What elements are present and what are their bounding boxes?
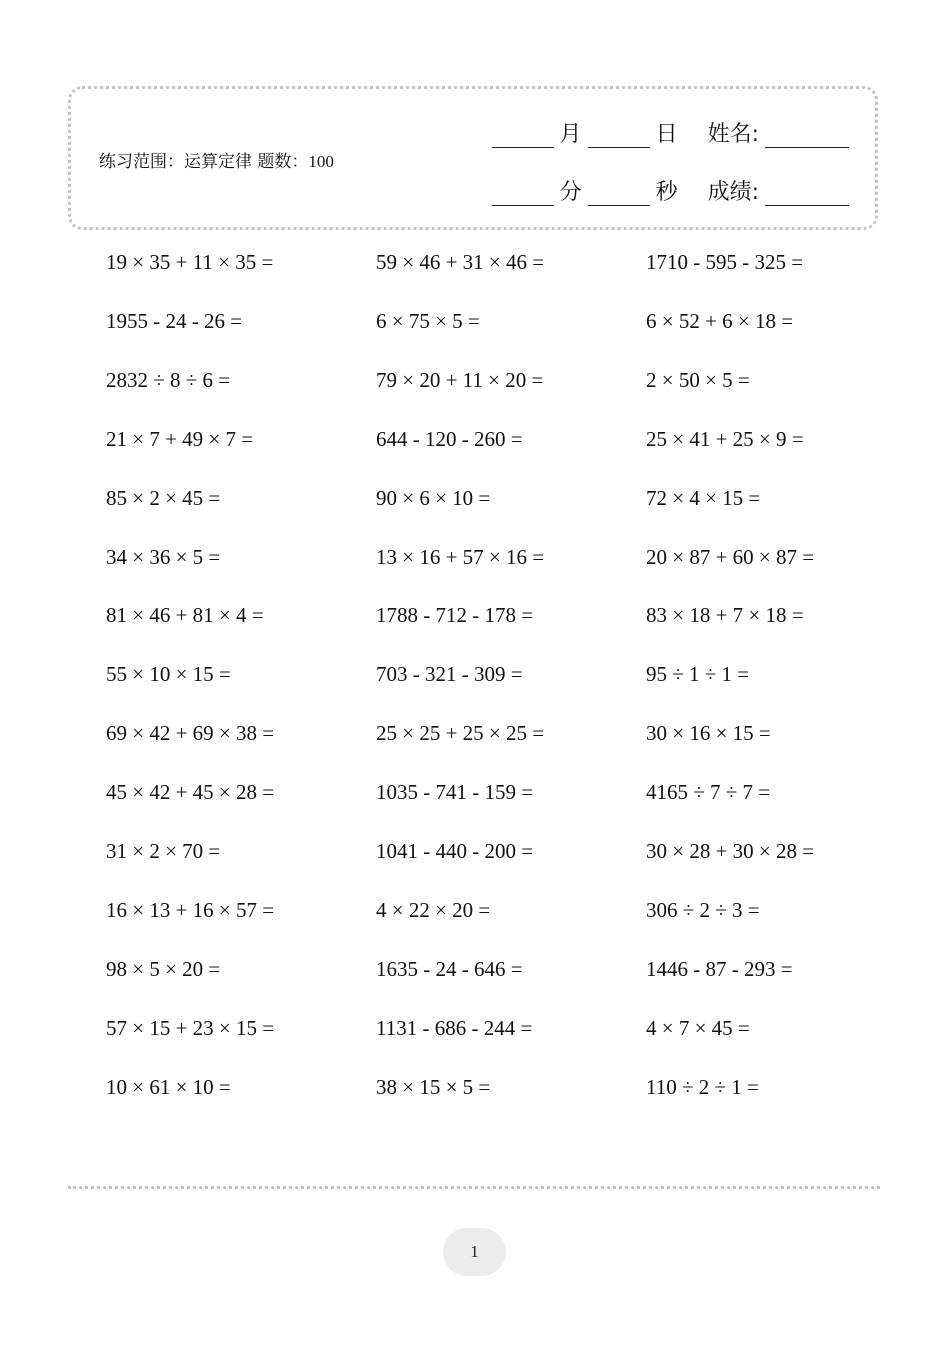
problem-item: 16 × 13 + 16 × 57 = [106, 897, 275, 922]
day-blank[interactable] [588, 123, 650, 148]
problem-item: 69 × 42 + 69 × 38 = [106, 721, 275, 746]
problem-item: 6 × 52 + 6 × 18 = [646, 308, 794, 333]
problem-item: 21 × 7 + 49 × 7 = [106, 426, 254, 451]
problem-item: 2 × 50 × 5 = [646, 367, 750, 392]
minute-label: 分 [559, 180, 582, 205]
problem-item: 98 × 5 × 20 = [106, 956, 221, 981]
date-name-row [486, 117, 849, 148]
problem-item: 34 × 36 × 5 = [106, 544, 221, 569]
problem-item: 19 × 35 + 11 × 35 = [106, 250, 274, 274]
problem-item: 55 × 10 × 15 = [106, 662, 231, 687]
problem-item: 81 × 46 + 81 × 4 = [106, 603, 264, 628]
problem-item: 30 × 28 + 30 × 28 = [646, 839, 815, 863]
problem-item: 59 × 46 + 31 × 46 = [376, 250, 545, 274]
problem-item: 90 × 6 × 10 = [376, 485, 491, 510]
problem-item: 644 - 120 - 260 = [376, 426, 523, 451]
time-score-row [486, 175, 849, 206]
name-label: 姓名: [707, 122, 759, 147]
second-blank[interactable] [588, 181, 650, 206]
problem-item: 110 ÷ 2 ÷ 1 = [646, 1074, 759, 1099]
problem-item: 1446 - 87 - 293 = [646, 956, 793, 981]
problem-item: 30 × 16 × 15 = [646, 721, 771, 746]
problem-item: 1035 - 741 - 159 = [376, 780, 534, 805]
problem-item: 20 × 87 + 60 × 87 = [646, 544, 815, 569]
second-label: 秒 [655, 180, 678, 205]
problem-item: 1131 - 686 - 244 = [376, 1015, 533, 1040]
score-label: 成绩: [707, 180, 759, 205]
problem-item: 1041 - 440 - 200 = [376, 839, 534, 863]
problem-count: 100 [308, 152, 334, 171]
problem-item: 10 × 61 × 10 = [106, 1074, 231, 1099]
practice-scope [99, 147, 334, 172]
scope-label: 练习范围：运算定律 题数： [99, 152, 309, 172]
footer-divider [68, 1186, 880, 1189]
problem-item: 57 × 15 + 23 × 15 = [106, 1015, 275, 1040]
problem-item: 4 × 7 × 45 = [646, 1015, 750, 1040]
score-blank[interactable] [765, 181, 849, 206]
name-blank[interactable] [765, 123, 849, 148]
problem-item: 4 × 22 × 20 = [376, 897, 491, 922]
minute-blank[interactable] [492, 181, 554, 206]
problem-item: 1788 - 712 - 178 = [376, 603, 534, 628]
month-label: 月 [559, 122, 582, 147]
problem-item: 72 × 4 × 15 = [646, 485, 761, 510]
problem-item: 4165 ÷ 7 ÷ 7 = [646, 780, 771, 805]
problem-item: 38 × 15 × 5 = [376, 1074, 491, 1099]
problem-item: 45 × 42 + 45 × 28 = [106, 780, 275, 805]
problem-item: 83 × 18 + 7 × 18 = [646, 603, 804, 628]
problem-item: 306 ÷ 2 ÷ 3 = [646, 897, 760, 922]
problem-item: 79 × 20 + 11 × 20 = [376, 367, 544, 392]
problem-item: 85 × 2 × 45 = [106, 485, 221, 510]
problem-item: 1955 - 24 - 26 = [106, 308, 243, 333]
problem-item: 703 - 321 - 309 = [376, 662, 523, 687]
month-blank[interactable] [492, 123, 554, 148]
problem-item: 2832 ÷ 8 ÷ 6 = [106, 367, 231, 392]
problem-item: 6 × 75 × 5 = [376, 308, 480, 333]
worksheet-header [68, 86, 878, 230]
problem-item: 25 × 41 + 25 × 9 = [646, 426, 804, 451]
problem-item: 95 ÷ 1 ÷ 1 = [646, 662, 750, 687]
problem-item: 1710 - 595 - 325 = [646, 250, 804, 274]
problem-item: 1635 - 24 - 646 = [376, 956, 523, 981]
problem-item: 25 × 25 + 25 × 25 = [376, 721, 545, 746]
day-label: 日 [655, 122, 678, 147]
problem-item: 13 × 16 + 57 × 16 = [376, 544, 545, 569]
problem-item: 31 × 2 × 70 = [106, 839, 221, 863]
page-number: 1 [443, 1228, 506, 1276]
